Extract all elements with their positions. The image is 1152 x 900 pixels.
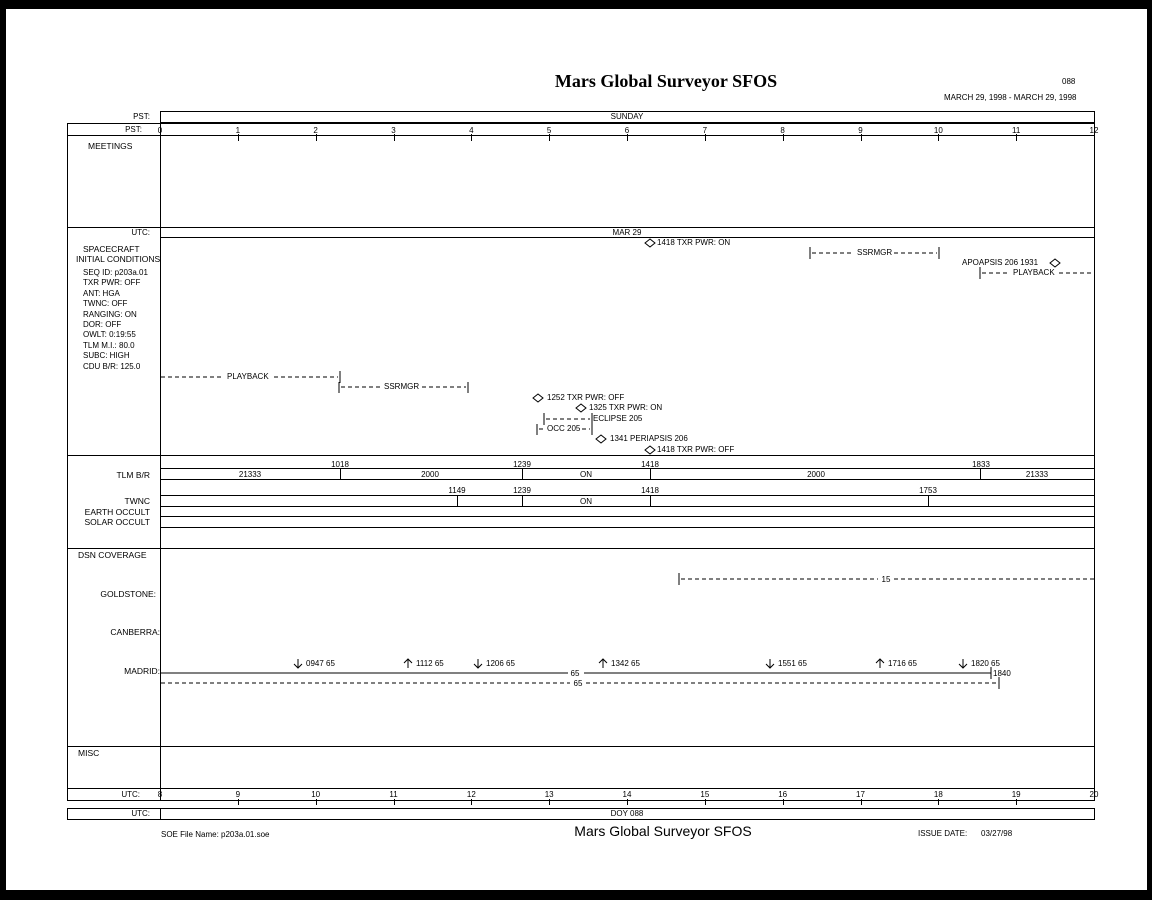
axis-tick-label: 9 <box>858 126 863 135</box>
soe-file-name: SOE File Name: p203a.01.soe <box>161 830 270 839</box>
initial-condition-item: OWLT: 0:19:55 <box>83 330 136 340</box>
axis-tick-label: 13 <box>544 790 554 799</box>
arrow-up-icon <box>876 659 884 668</box>
twnc-value: ON <box>580 497 592 506</box>
event-periapsis: 1341 PERIAPSIS 206 <box>610 434 688 443</box>
arrow-down-icon <box>766 659 774 668</box>
axis-tick-label: 14 <box>622 790 632 799</box>
event-eclipse: ECLIPSE 205 <box>593 414 643 423</box>
doy-value: DOY 088 <box>610 809 644 818</box>
pst-day: SUNDAY <box>610 112 644 121</box>
tlm-value: 2000 <box>421 470 439 479</box>
initial-condition-item: TLM M.I.: 80.0 <box>83 340 135 350</box>
utc-date: MAR 29 <box>612 228 642 237</box>
axis-tick <box>1016 799 1017 805</box>
madrid-event: 1820 65 <box>971 659 1000 668</box>
meetings-label: MEETINGS <box>88 141 133 151</box>
misc-label: MISC <box>78 748 100 758</box>
madrid-line1-value: 65 <box>570 669 580 678</box>
axis-tick-label: 2 <box>313 126 318 135</box>
initial-condition-item: ANT: HGA <box>83 288 120 298</box>
tlm-time: 1418 <box>641 460 659 469</box>
arrow-down-icon <box>474 659 482 668</box>
utc-label: UTC: <box>131 228 150 237</box>
madrid-event: 1206 65 <box>486 659 515 668</box>
tlm-value: ON <box>580 470 592 479</box>
axis-tick <box>705 799 706 805</box>
axis-tick-label: 5 <box>546 126 552 135</box>
arrow-down-icon <box>294 659 302 668</box>
madrid-label: MADRID: <box>124 666 160 676</box>
axis-tick <box>783 799 784 805</box>
axis-tick <box>861 799 862 805</box>
spacecraft-label: SPACECRAFT <box>83 244 140 254</box>
event-txr-on-2: 1325 TXR PWR: ON <box>589 403 663 412</box>
axis-tick-label: 19 <box>1011 790 1021 799</box>
solar-occult-label: SOLAR OCCULT <box>84 517 150 527</box>
initial-condition-item: DOR: OFF <box>83 320 122 329</box>
event-playback-1: PLAYBACK <box>1013 268 1055 277</box>
initial-condition-item: RANGING: ON <box>83 309 137 319</box>
madrid-event: 1112 65 <box>416 659 444 668</box>
axis-tick-label: 20 <box>1089 790 1099 799</box>
axis-tick-label: 18 <box>933 790 943 799</box>
madrid-line1-end: 1840 <box>993 669 1011 678</box>
tlm-br-label: TLM B/R <box>116 470 150 480</box>
dsn-markers <box>6 9 1147 890</box>
event-ssrmgr-1: SSRMGR <box>857 248 893 257</box>
axis-tick-label: 12 <box>466 790 476 799</box>
axis-tick-label: 11 <box>1012 126 1021 135</box>
axis-tick-label: 8 <box>157 790 163 799</box>
axis-tick-label: 1 <box>235 126 241 135</box>
axis-tick-label: 0 <box>157 126 163 135</box>
event-txr-on-1: 1418 TXR PWR: ON <box>657 238 731 247</box>
axis-tick <box>316 799 317 805</box>
event-playback-2: PLAYBACK <box>227 372 269 381</box>
madrid-event: 1551 65 <box>778 659 807 668</box>
axis-tick-label: 9 <box>235 790 241 799</box>
initial-condition-item: TWNC: OFF <box>83 299 128 309</box>
initial-condition-item: TXR PWR: OFF <box>83 278 141 288</box>
issue-date-label: ISSUE DATE: <box>918 829 968 838</box>
axis-tick <box>549 799 550 805</box>
axis-tick-label: 8 <box>780 126 785 135</box>
tlm-time: 1833 <box>972 460 990 469</box>
tlm-time: 1018 <box>331 460 349 469</box>
event-txr-off-2: 1418 TXR PWR: OFF <box>657 445 735 454</box>
madrid-event: 1716 65 <box>888 659 917 668</box>
axis-tick-label: 15 <box>700 790 710 799</box>
doy-row <box>67 808 1095 820</box>
twnc-time: 1149 <box>448 486 466 495</box>
madrid-event: 0947 65 <box>306 659 335 668</box>
event-ssrmgr-2: SSRMGR <box>384 382 420 391</box>
utc-axis-label: UTC: <box>121 790 140 799</box>
axis-tick-label: 6 <box>624 126 630 135</box>
pst-day-label: PST: <box>133 112 150 121</box>
doy-label: UTC: <box>131 809 150 818</box>
twnc-time: 1239 <box>513 486 531 495</box>
initial-condition-item: SUBC: HIGH <box>83 351 130 361</box>
dsn-coverage-label: DSN COVERAGE <box>78 550 147 560</box>
page-number: 088 <box>1062 77 1076 86</box>
axis-tick-label: 3 <box>391 126 396 135</box>
goldstone-label: GOLDSTONE: <box>100 589 156 599</box>
axis-tick-label: 12 <box>1089 126 1099 135</box>
axis-tick-label: 17 <box>856 790 865 799</box>
event-txr-off-1: 1252 TXR PWR: OFF <box>547 393 625 402</box>
madrid-event: 1342 65 <box>611 659 640 668</box>
axis-tick <box>394 799 395 805</box>
tlm-time: 1239 <box>513 460 531 469</box>
arrow-up-icon <box>599 659 607 668</box>
arrow-down-icon <box>959 659 967 668</box>
event-apoapsis: APOAPSIS 206 1931 <box>962 258 1039 267</box>
page-title: Mars Global Surveyor SFOS <box>554 71 778 91</box>
twnc-time: 1753 <box>919 486 937 495</box>
axis-tick <box>238 799 239 805</box>
tlm-value: 21333 <box>238 470 262 479</box>
sfos-sheet <box>6 9 1147 890</box>
initial-condition-item: SEQ ID: p203a.01 <box>83 268 148 277</box>
axis-tick-label: 16 <box>778 790 788 799</box>
axis-tick <box>471 799 472 805</box>
tlm-value: 2000 <box>807 470 825 479</box>
axis-tick <box>627 799 628 805</box>
axis-tick-label: 4 <box>469 126 474 135</box>
initial-conditions-label: INITIAL CONDITIONS <box>76 254 161 264</box>
tlm-value: 21333 <box>1025 470 1049 479</box>
twnc-time: 1418 <box>641 486 659 495</box>
axis-tick-label: 11 <box>389 790 398 799</box>
earth-occult-label: EARTH OCCULT <box>84 507 150 517</box>
canberra-label: CANBERRA: <box>110 627 160 637</box>
axis-tick <box>938 799 939 805</box>
twnc-label: TWNC <box>124 496 150 506</box>
pst-axis-label: PST: <box>125 125 142 134</box>
issue-date: 03/27/98 <box>981 829 1013 838</box>
event-occ: OCC 205 <box>547 424 581 433</box>
axis-tick-label: 7 <box>702 126 708 135</box>
date-range: MARCH 29, 1998 - MARCH 29, 1998 <box>944 93 1077 102</box>
arrow-up-icon <box>404 659 412 668</box>
axis-tick-label: 10 <box>311 790 321 799</box>
madrid-line2-value: 65 <box>573 679 583 688</box>
goldstone-value: 15 <box>881 575 891 584</box>
axis-tick-label: 10 <box>933 126 943 135</box>
initial-condition-item: CDU B/R: 125.0 <box>83 361 141 371</box>
footer-title: Mars Global Surveyor SFOS <box>574 823 752 839</box>
